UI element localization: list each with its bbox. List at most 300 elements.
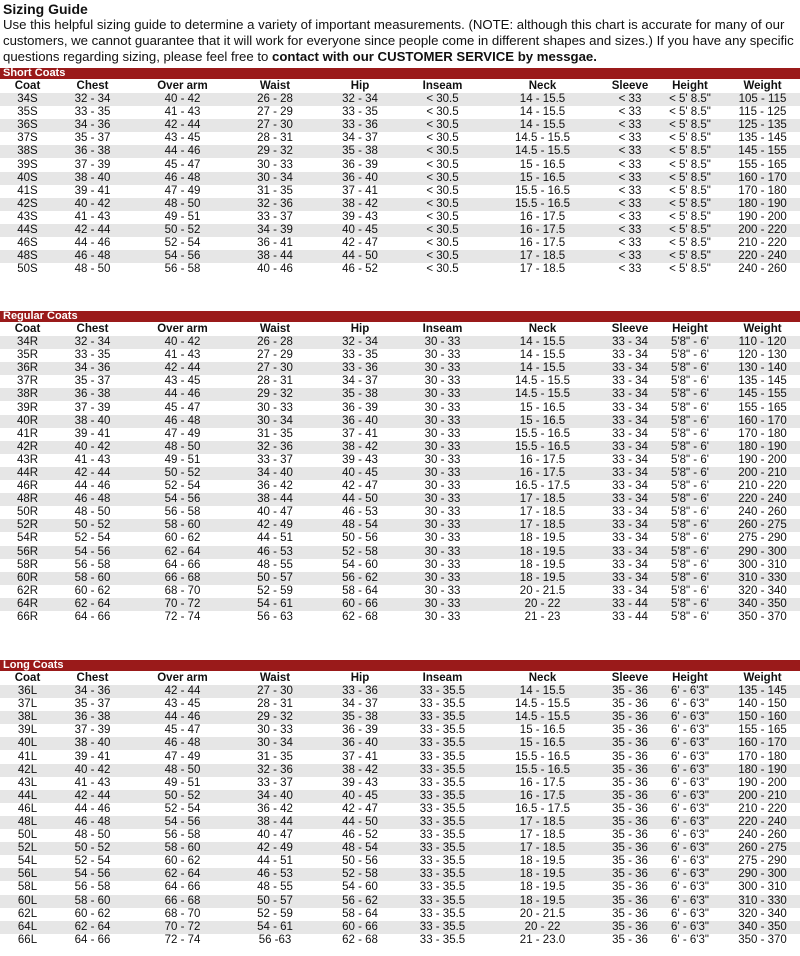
table-cell: 17 - 18.5: [480, 816, 605, 829]
table-cell: 41 - 43: [130, 106, 235, 119]
table-cell: 40 - 42: [130, 93, 235, 106]
table-cell: 45 - 47: [130, 401, 235, 414]
table-cell: 33 - 34: [605, 532, 655, 545]
table-row: [0, 881, 800, 894]
regular-coats-section: [0, 311, 800, 624]
table-cell: 33 - 35.5: [405, 855, 480, 868]
table-cell: 5'8" - 6': [655, 467, 725, 480]
table-cell: 60R: [0, 572, 55, 585]
table-cell: 30 - 34: [235, 737, 315, 750]
table-row: [0, 546, 800, 559]
table-cell: 190 - 200: [725, 454, 800, 467]
table-cell: 49 - 51: [130, 211, 235, 224]
table-cell: 14.5 - 15.5: [480, 698, 605, 711]
table-row: [0, 224, 800, 237]
table-cell: 16 - 17.5: [480, 467, 605, 480]
table-row: [0, 158, 800, 171]
table-cell: 33 - 34: [605, 467, 655, 480]
table-cell: 50R: [0, 506, 55, 519]
table-cell: 155 - 165: [725, 158, 800, 171]
table-cell: 37S: [0, 132, 55, 145]
table-cell: 145 - 155: [725, 145, 800, 158]
table-row: [0, 349, 800, 362]
table-cell: 42 - 44: [130, 362, 235, 375]
table-cell: 33 - 35.5: [405, 881, 480, 894]
table-cell: 52 - 54: [130, 237, 235, 250]
column-header: Coat: [14, 323, 41, 335]
table-cell: 33 - 35.5: [405, 764, 480, 777]
table-cell: 27 - 29: [235, 106, 315, 119]
table-cell: 30 - 33: [405, 336, 480, 349]
table-cell: < 30.5: [405, 119, 480, 132]
table-cell: 15.5 - 16.5: [480, 428, 605, 441]
table-cell: 68 - 70: [130, 585, 235, 598]
size-table: [0, 322, 800, 624]
size-table: [0, 79, 800, 276]
table-cell: 33 - 35.5: [405, 737, 480, 750]
table-cell: 190 - 200: [725, 211, 800, 224]
table-cell: 33 - 34: [605, 493, 655, 506]
table-row: [0, 737, 800, 750]
table-cell: < 30.5: [405, 93, 480, 106]
table-cell: 40 - 47: [235, 506, 315, 519]
table-cell: 5'8" - 6': [655, 441, 725, 454]
table-cell: 260 - 275: [725, 519, 800, 532]
table-cell: 40 - 45: [315, 467, 405, 480]
table-cell: 15 - 16.5: [480, 724, 605, 737]
table-cell: 30 - 33: [405, 401, 480, 414]
table-cell: 31 - 35: [235, 428, 315, 441]
table-row: [0, 106, 800, 119]
table-row: [0, 724, 800, 737]
table-cell: 170 - 180: [725, 428, 800, 441]
table-cell: 36L: [0, 685, 55, 698]
table-cell: 48 - 55: [235, 881, 315, 894]
table-cell: 105 - 115: [725, 93, 800, 106]
intro-text: Use this helpful sizing guide to determine a variety of important measurements. (NOTE: although this chart is accurate for many of our customers, we cannot guarantee that it will work for everyone since people come in different shapes and sizes.) If you have any specific questions regarding sizing, please feel free to: [3, 17, 794, 64]
table-cell: 64L: [0, 921, 55, 934]
table-cell: 30 - 33: [405, 532, 480, 545]
table-cell: 54 - 56: [130, 493, 235, 506]
table-cell: 30 - 33: [405, 362, 480, 375]
table-cell: 6' - 6'3": [655, 803, 725, 816]
table-cell: 28 - 31: [235, 698, 315, 711]
table-cell: 180 - 190: [725, 764, 800, 777]
table-cell: 35 - 36: [605, 737, 655, 750]
table-cell: 54 - 56: [130, 816, 235, 829]
table-cell: < 33: [605, 224, 655, 237]
table-cell: 46S: [0, 237, 55, 250]
table-cell: 42R: [0, 441, 55, 454]
table-cell: 39 - 43: [315, 454, 405, 467]
table-cell: 6' - 6'3": [655, 685, 725, 698]
table-cell: 110 - 120: [725, 336, 800, 349]
table-cell: 44 - 46: [55, 803, 130, 816]
table-cell: 47 - 49: [130, 428, 235, 441]
table-cell: 50 - 57: [235, 895, 315, 908]
table-cell: 30 - 33: [235, 401, 315, 414]
table-cell: 30 - 33: [405, 415, 480, 428]
table-cell: 20 - 21.5: [480, 585, 605, 598]
table-cell: 15.5 - 16.5: [480, 185, 605, 198]
table-cell: 52R: [0, 519, 55, 532]
table-cell: 6' - 6'3": [655, 724, 725, 737]
table-cell: 43S: [0, 211, 55, 224]
table-cell: 33 - 34: [605, 480, 655, 493]
table-cell: 14 - 15.5: [480, 349, 605, 362]
table-cell: 33 - 35.5: [405, 790, 480, 803]
table-cell: 42 - 47: [315, 480, 405, 493]
table-cell: 58 - 60: [55, 895, 130, 908]
table-cell: 310 - 330: [725, 895, 800, 908]
table-cell: 33 - 35.5: [405, 934, 480, 947]
table-cell: 38 - 40: [55, 172, 130, 185]
table-cell: 6' - 6'3": [655, 750, 725, 763]
table-cell: < 30.5: [405, 158, 480, 171]
table-cell: 56 - 62: [315, 572, 405, 585]
table-cell: 42 - 44: [130, 119, 235, 132]
table-cell: 320 - 340: [725, 908, 800, 921]
table-row: [0, 119, 800, 132]
table-row: [0, 263, 800, 276]
table-row: [0, 908, 800, 921]
table-cell: 62L: [0, 908, 55, 921]
table-cell: 30 - 33: [405, 480, 480, 493]
table-cell: 46 - 53: [235, 546, 315, 559]
table-cell: 14.5 - 15.5: [480, 388, 605, 401]
table-cell: 40 - 46: [235, 263, 315, 276]
table-row: [0, 572, 800, 585]
table-cell: 44 - 46: [130, 711, 235, 724]
table-cell: 54R: [0, 532, 55, 545]
table-cell: 14 - 15.5: [480, 119, 605, 132]
table-cell: 39 - 43: [315, 211, 405, 224]
table-cell: < 33: [605, 145, 655, 158]
table-row: [0, 698, 800, 711]
table-cell: 37 - 41: [315, 185, 405, 198]
table-cell: 28 - 31: [235, 132, 315, 145]
table-cell: < 30.5: [405, 250, 480, 263]
table-cell: 33 - 35.5: [405, 829, 480, 842]
table-cell: 26 - 28: [235, 93, 315, 106]
table-row: [0, 585, 800, 598]
table-cell: < 33: [605, 263, 655, 276]
table-cell: 56 - 58: [130, 506, 235, 519]
table-cell: 40 - 45: [315, 790, 405, 803]
table-cell: 5'8" - 6': [655, 375, 725, 388]
column-header: Neck: [528, 672, 557, 684]
table-cell: 18 - 19.5: [480, 855, 605, 868]
table-cell: 34S: [0, 93, 55, 106]
table-cell: 46 - 48: [130, 415, 235, 428]
table-cell: 6' - 6'3": [655, 908, 725, 921]
table-cell: 33 - 44: [605, 598, 655, 611]
table-cell: < 30.5: [405, 224, 480, 237]
table-cell: 60 - 62: [55, 908, 130, 921]
table-cell: 135 - 145: [725, 685, 800, 698]
table-cell: 36 - 40: [315, 172, 405, 185]
table-cell: 52 - 58: [315, 868, 405, 881]
table-row: [0, 237, 800, 250]
table-cell: 160 - 170: [725, 415, 800, 428]
table-cell: 240 - 260: [725, 829, 800, 842]
table-cell: 35 - 37: [55, 375, 130, 388]
table-cell: 50S: [0, 263, 55, 276]
table-cell: 30 - 33: [405, 598, 480, 611]
table-cell: 42L: [0, 764, 55, 777]
table-cell: 5'8" - 6': [655, 480, 725, 493]
table-row: [0, 250, 800, 263]
column-header: Height: [672, 323, 708, 335]
table-cell: 14.5 - 15.5: [480, 711, 605, 724]
table-cell: 33 - 36: [315, 362, 405, 375]
table-cell: 115 - 125: [725, 106, 800, 119]
table-cell: 5'8" - 6': [655, 585, 725, 598]
table-cell: 18 - 19.5: [480, 546, 605, 559]
table-cell: 56 -63: [235, 934, 315, 947]
table-cell: 15 - 16.5: [480, 158, 605, 171]
table-cell: 39 - 41: [55, 185, 130, 198]
table-row: [0, 829, 800, 842]
table-cell: 35 - 36: [605, 764, 655, 777]
table-cell: 33 - 35.5: [405, 777, 480, 790]
table-cell: 33 - 35: [315, 106, 405, 119]
table-cell: 49 - 51: [130, 777, 235, 790]
table-cell: 6' - 6'3": [655, 868, 725, 881]
table-cell: 35 - 36: [605, 750, 655, 763]
table-cell: 290 - 300: [725, 868, 800, 881]
table-cell: 41L: [0, 750, 55, 763]
table-cell: 30 - 33: [405, 349, 480, 362]
table-cell: 50 - 52: [55, 842, 130, 855]
table-cell: 16 - 17.5: [480, 454, 605, 467]
table-cell: 50 - 52: [130, 467, 235, 480]
table-cell: 33 - 34: [605, 349, 655, 362]
table-cell: 33 - 35.5: [405, 803, 480, 816]
table-cell: 155 - 165: [725, 401, 800, 414]
table-cell: 260 - 275: [725, 842, 800, 855]
table-cell: < 33: [605, 185, 655, 198]
table-cell: 155 - 165: [725, 724, 800, 737]
column-header: Over arm: [157, 672, 208, 684]
table-row: [0, 921, 800, 934]
table-cell: 58 - 60: [55, 572, 130, 585]
table-cell: < 5' 8.5": [655, 198, 725, 211]
column-header: Sleeve: [611, 672, 649, 684]
table-cell: 62 - 64: [55, 921, 130, 934]
table-cell: 36 - 38: [55, 388, 130, 401]
table-cell: 30 - 33: [405, 375, 480, 388]
table-cell: 40 - 42: [55, 764, 130, 777]
section-header: Short Coats: [0, 68, 800, 79]
table-cell: 66 - 68: [130, 895, 235, 908]
table-cell: 5'8" - 6': [655, 611, 725, 624]
table-cell: 14 - 15.5: [480, 362, 605, 375]
table-cell: 17 - 18.5: [480, 519, 605, 532]
table-cell: 46R: [0, 480, 55, 493]
table-cell: 44 - 51: [235, 532, 315, 545]
table-cell: 210 - 220: [725, 803, 800, 816]
column-header: Coat: [14, 80, 41, 92]
table-row: [0, 790, 800, 803]
long-coats-section: [0, 660, 800, 947]
table-cell: 58R: [0, 559, 55, 572]
table-row: [0, 519, 800, 532]
table-cell: 43 - 45: [130, 375, 235, 388]
table-cell: 18 - 19.5: [480, 868, 605, 881]
table-cell: 33 - 34: [605, 441, 655, 454]
table-cell: 30 - 33: [405, 519, 480, 532]
table-cell: 38 - 42: [315, 198, 405, 211]
table-cell: 43 - 45: [130, 132, 235, 145]
column-header: Waist: [259, 80, 291, 92]
table-cell: 56L: [0, 868, 55, 881]
table-cell: < 5' 8.5": [655, 93, 725, 106]
table-cell: 33 - 37: [235, 777, 315, 790]
table-cell: 48 - 50: [55, 263, 130, 276]
table-cell: 36 - 40: [315, 415, 405, 428]
table-cell: 14.5 - 15.5: [480, 145, 605, 158]
table-cell: 30 - 34: [235, 172, 315, 185]
table-cell: 16 - 17.5: [480, 777, 605, 790]
table-row: [0, 506, 800, 519]
table-cell: 30 - 33: [405, 559, 480, 572]
table-cell: 72 - 74: [130, 611, 235, 624]
table-row: [0, 480, 800, 493]
table-cell: 17 - 18.5: [480, 506, 605, 519]
column-header: Neck: [528, 323, 557, 335]
table-cell: 29 - 32: [235, 711, 315, 724]
table-cell: 44 - 46: [55, 480, 130, 493]
table-cell: 125 - 135: [725, 119, 800, 132]
table-cell: 180 - 190: [725, 441, 800, 454]
table-cell: 14 - 15.5: [480, 336, 605, 349]
table-cell: 34 - 36: [55, 362, 130, 375]
table-cell: 5'8" - 6': [655, 401, 725, 414]
table-row: [0, 493, 800, 506]
table-cell: 42 - 44: [55, 467, 130, 480]
table-cell: 6' - 6'3": [655, 698, 725, 711]
table-cell: 28 - 31: [235, 375, 315, 388]
table-row: [0, 132, 800, 145]
table-cell: 62 - 68: [315, 611, 405, 624]
table-cell: < 33: [605, 93, 655, 106]
table-cell: 33 - 35: [55, 106, 130, 119]
table-cell: 50 - 52: [130, 224, 235, 237]
table-cell: 30 - 33: [235, 158, 315, 171]
table-cell: 300 - 310: [725, 559, 800, 572]
table-cell: 31 - 35: [235, 750, 315, 763]
table-row: [0, 467, 800, 480]
table-cell: 56 - 63: [235, 611, 315, 624]
table-cell: 15.5 - 16.5: [480, 441, 605, 454]
intro-paragraph: [3, 17, 798, 65]
table-cell: 35R: [0, 349, 55, 362]
table-cell: 62 - 64: [130, 546, 235, 559]
table-cell: 38R: [0, 388, 55, 401]
table-cell: 38 - 40: [55, 415, 130, 428]
table-cell: 37 - 41: [315, 428, 405, 441]
table-row: [0, 211, 800, 224]
table-cell: 17 - 18.5: [480, 493, 605, 506]
table-cell: 32 - 34: [315, 336, 405, 349]
column-header: Weight: [743, 80, 782, 92]
table-cell: 44S: [0, 224, 55, 237]
table-cell: < 30.5: [405, 172, 480, 185]
table-cell: 6' - 6'3": [655, 842, 725, 855]
table-cell: 190 - 200: [725, 777, 800, 790]
table-row: [0, 198, 800, 211]
table-cell: 56 - 58: [55, 559, 130, 572]
table-cell: 47 - 49: [130, 750, 235, 763]
table-cell: 17 - 18.5: [480, 842, 605, 855]
table-cell: 240 - 260: [725, 506, 800, 519]
table-cell: 310 - 330: [725, 572, 800, 585]
column-header: Over arm: [157, 323, 208, 335]
table-cell: 5'8" - 6': [655, 519, 725, 532]
table-cell: 60 - 62: [55, 585, 130, 598]
table-cell: 52 - 54: [55, 855, 130, 868]
table-cell: < 30.5: [405, 211, 480, 224]
table-cell: 36 - 40: [315, 737, 405, 750]
table-cell: 33 - 34: [605, 454, 655, 467]
table-cell: 33 - 34: [605, 519, 655, 532]
table-cell: < 5' 8.5": [655, 237, 725, 250]
table-row: [0, 532, 800, 545]
table-header-row: [0, 322, 800, 336]
table-cell: 32 - 34: [315, 93, 405, 106]
table-cell: 37 - 39: [55, 401, 130, 414]
table-cell: 33 - 34: [605, 428, 655, 441]
table-cell: < 5' 8.5": [655, 145, 725, 158]
table-cell: 30 - 34: [235, 415, 315, 428]
table-cell: < 5' 8.5": [655, 132, 725, 145]
table-cell: 60L: [0, 895, 55, 908]
table-header-row: [0, 671, 800, 685]
table-cell: 15.5 - 16.5: [480, 764, 605, 777]
table-cell: 62 - 68: [315, 934, 405, 947]
table-cell: 48R: [0, 493, 55, 506]
table-cell: 18 - 19.5: [480, 895, 605, 908]
size-table: [0, 671, 800, 947]
table-cell: 50 - 56: [315, 532, 405, 545]
table-cell: 33 - 34: [605, 362, 655, 375]
table-cell: 35 - 36: [605, 868, 655, 881]
table-cell: < 30.5: [405, 237, 480, 250]
table-cell: 6' - 6'3": [655, 790, 725, 803]
table-cell: 48 - 54: [315, 519, 405, 532]
table-cell: 40R: [0, 415, 55, 428]
table-cell: 15.5 - 16.5: [480, 750, 605, 763]
table-cell: 44 - 46: [55, 237, 130, 250]
table-cell: 18 - 19.5: [480, 572, 605, 585]
table-cell: 14 - 15.5: [480, 106, 605, 119]
table-cell: 170 - 180: [725, 185, 800, 198]
table-cell: 36 - 41: [235, 237, 315, 250]
table-cell: 40 - 42: [130, 336, 235, 349]
table-cell: 37 - 39: [55, 724, 130, 737]
table-cell: 6' - 6'3": [655, 777, 725, 790]
table-cell: 16.5 - 17.5: [480, 803, 605, 816]
table-cell: 33 - 37: [235, 211, 315, 224]
table-cell: 45 - 47: [130, 724, 235, 737]
table-cell: 27 - 30: [235, 362, 315, 375]
table-cell: 33 - 34: [605, 506, 655, 519]
table-cell: 48 - 50: [130, 198, 235, 211]
table-cell: < 30.5: [405, 132, 480, 145]
table-cell: 30 - 33: [405, 546, 480, 559]
table-cell: 16 - 17.5: [480, 790, 605, 803]
